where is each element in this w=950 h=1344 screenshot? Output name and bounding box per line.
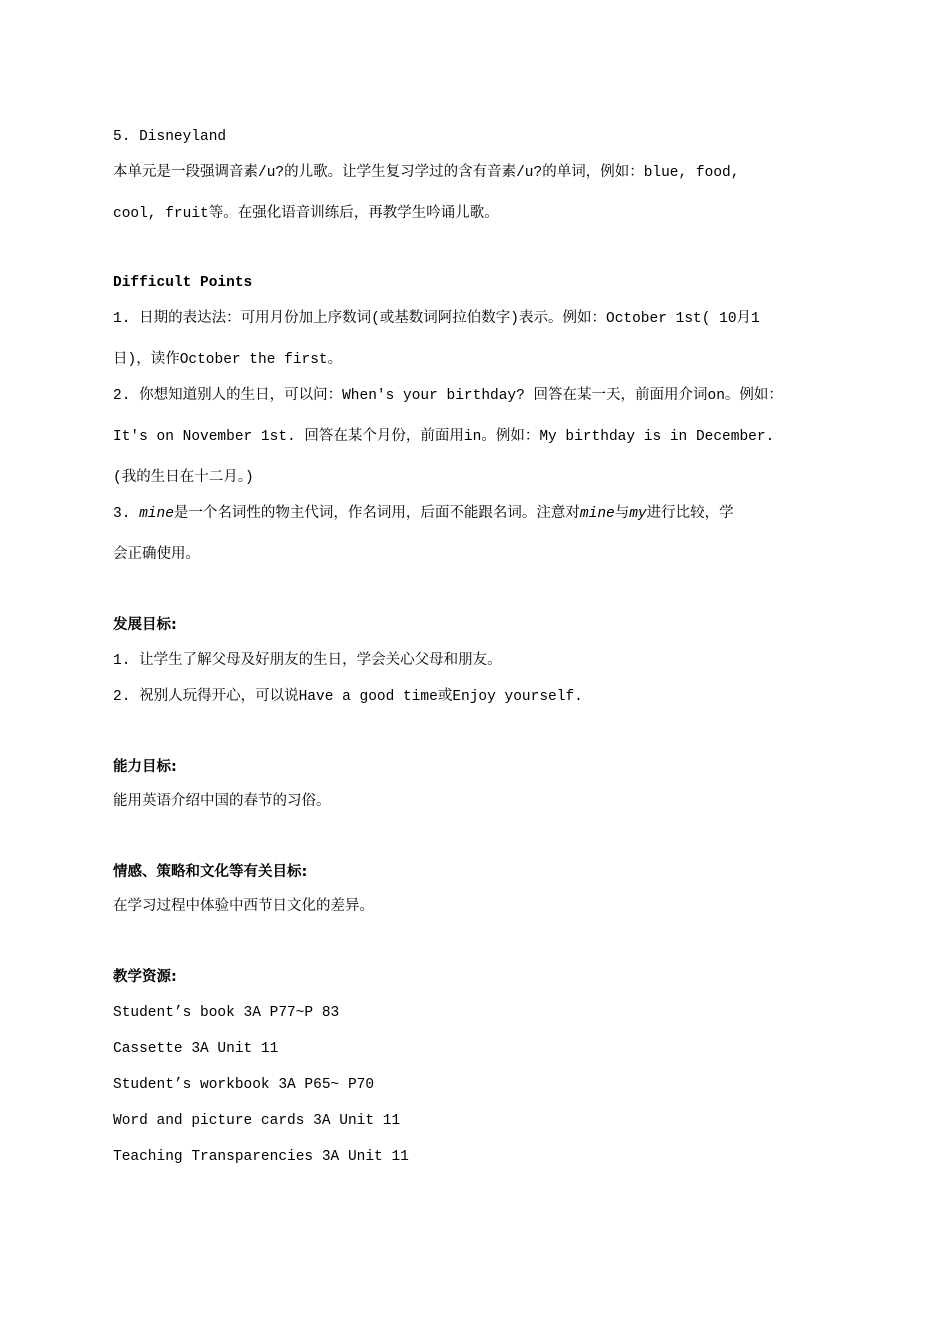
paragraph-line	[113, 504, 734, 524]
resource-item: Student’s book 3A P77~P 83	[113, 1005, 340, 1021]
emphasis-word: mine	[139, 506, 174, 522]
text-run: 与	[614, 506, 630, 522]
paragraph-line: 能用英语介绍中国的春节的习俗。	[113, 794, 331, 810]
resource-item: Student’s workbook 3A P65~ P70	[113, 1077, 375, 1093]
paragraph-line: 2. 你想知道别人的生日，可以问：When's your birthday? 回答在某一天，前面用介词on。例如：	[113, 388, 783, 404]
paragraph-line: 日)，读作October the first。	[113, 352, 343, 368]
paragraph-line: 在学习过程中体验中西节日文化的差异。	[113, 899, 374, 915]
text-run: 是一个名词性的物主代词，作名词用，后面不能跟名词。注意对	[173, 506, 580, 522]
list-item: 1. 让学生了解父母及好朋友的生日，学会关心父母和朋友。	[113, 653, 502, 669]
list-item-disneyland: 5. Disneyland	[113, 129, 227, 145]
section-heading-emotion-goals: 情感、策略和文化等有关目标:	[113, 864, 308, 880]
paragraph-line: It's on November 1st. 回答在某个月份，前面用in。例如：My birthday is in December.	[113, 429, 775, 445]
paragraph-line: 会正确使用。	[113, 547, 200, 563]
paragraph-line: 1. 日期的表达法：可用月份加上序数词(或基数词阿拉伯数字)表示。例如：October 1st( 10月1	[113, 311, 760, 327]
section-heading-development-goals: 发展目标:	[113, 617, 177, 633]
emphasis-word: my	[629, 506, 647, 522]
resource-item: Teaching Transparencies 3A Unit 11	[113, 1149, 409, 1165]
emphasis-word: mine	[579, 506, 615, 522]
text-run: 3.	[113, 506, 140, 522]
text-run: 进行比较，学	[646, 506, 734, 522]
paragraph-line: 本单元是一段强调音素/u?的儿歌。让学生复习学过的含有音素/u?的单词，例如：blue, food,	[113, 165, 740, 181]
section-heading-difficult-points: Difficult Points	[113, 275, 253, 291]
resource-item: Cassette 3A Unit 11	[113, 1041, 279, 1057]
paragraph-line: cool, fruit等。在强化语音训练后，再教学生吟诵儿歌。	[113, 206, 499, 222]
list-item: 2. 祝别人玩得开心，可以说Have a good time或Enjoy yourself.	[113, 689, 583, 705]
paragraph-line: (我的生日在十二月。)	[113, 470, 254, 486]
resource-item: Word and picture cards 3A Unit 11	[113, 1113, 401, 1129]
section-heading-resources: 教学资源:	[113, 969, 177, 985]
section-heading-ability-goals: 能力目标:	[113, 759, 177, 775]
